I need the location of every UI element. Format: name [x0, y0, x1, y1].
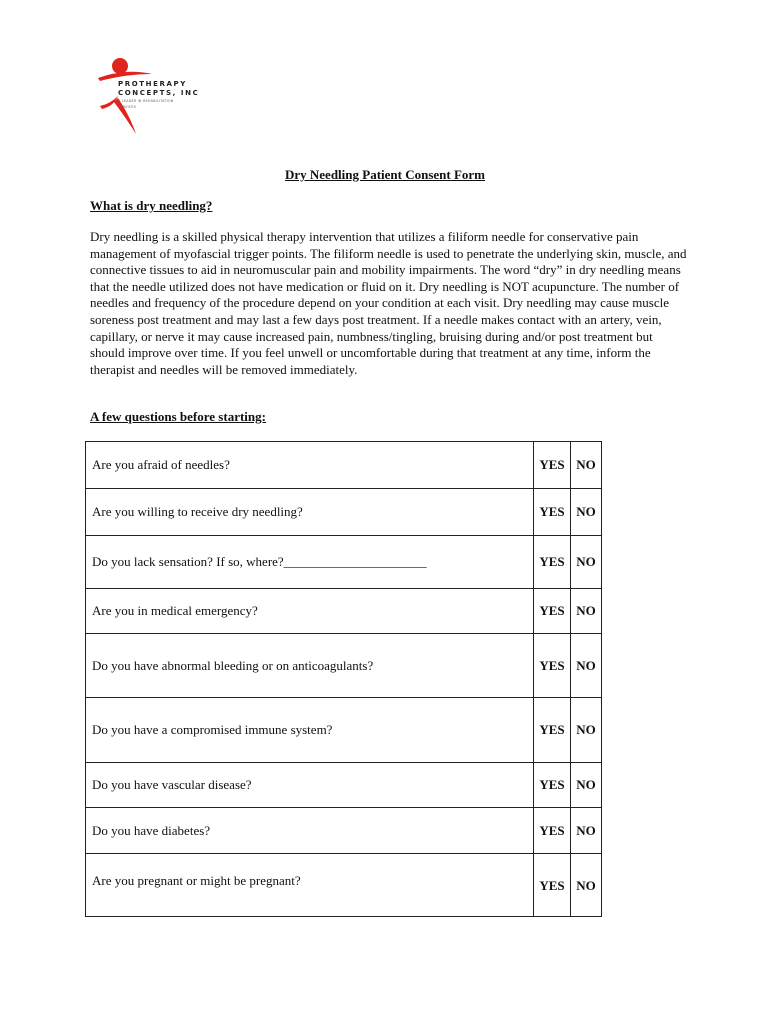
company-logo — [96, 54, 206, 139]
no-option[interactable]: NO — [571, 854, 602, 917]
table-row — [86, 536, 602, 589]
logo-wordmark — [118, 80, 199, 110]
question-text: Are you in medical emergency? — [92, 603, 258, 618]
no-option[interactable]: NO — [571, 634, 602, 698]
question-text: Do you have diabetes? — [92, 822, 211, 838]
question-text: Are you willing to receive dry needling? — [92, 504, 303, 519]
no-option[interactable]: NO — [571, 536, 602, 589]
table-row — [86, 589, 602, 634]
logo-tagline-2: SERVICES — [118, 105, 137, 109]
question-cell — [86, 589, 534, 634]
logo-line2: CONCEPTS, INC — [118, 89, 200, 97]
yes-option[interactable]: YES — [534, 763, 571, 808]
no-option[interactable]: NO — [571, 442, 602, 489]
yes-option[interactable]: YES — [534, 536, 571, 589]
questions-heading: A few questions before starting: — [90, 409, 266, 424]
yes-option[interactable]: YES — [534, 854, 571, 917]
question-cell — [86, 536, 534, 589]
question-cell — [86, 489, 534, 536]
question-text: Are you afraid of needles? — [92, 457, 230, 472]
yes-option[interactable]: YES — [534, 442, 571, 489]
intro-heading: What is dry needling? — [90, 198, 213, 213]
form-title: Dry Needling Patient Consent Form — [284, 167, 486, 182]
question-text: Do you have abnormal bleeding or on anticoagulants? — [92, 657, 374, 673]
no-option[interactable]: NO — [571, 489, 602, 536]
question-cell — [86, 808, 534, 854]
intro-paragraph: Dry needling is a skilled physical therapy intervention that utilizes a filiform needle for conservative pain management of myofascial trigger points. The filiform needle is used to penetrate the underlying skin, muscle, and connective tissues to aid in neuromuscular pain and mobility impairments. The word “dry” in dry needling means that the needle utilized does not have medication or fluid on it. Dry needling is NOT acupuncture. The number of needles and frequency of the procedure depend on your condition at each visit. Dry needling may cause muscle soreness post treatment and may last a few days post treatment. If a needle makes contact with an artery, vein, capillary, or nerve it may cause increased pain, numbness/tingling, bruising during and/or post treatment but should improve over time. If you feel unwell or uncomfortable during that treatment at any time, inform the therapist and needles will be removed immediately. — [90, 229, 687, 377]
table-row — [86, 489, 602, 536]
question-text: Do you lack sensation? If so, where?______________________ — [92, 554, 427, 569]
no-option[interactable]: NO — [571, 698, 602, 763]
yes-option[interactable]: YES — [534, 489, 571, 536]
questions-table — [85, 441, 602, 917]
logo-line1: PROTHERAPY — [118, 80, 187, 88]
table-row — [86, 854, 602, 917]
yes-option[interactable]: YES — [534, 808, 571, 854]
question-cell — [86, 634, 534, 698]
question-cell — [86, 442, 534, 489]
logo-tagline-1: A LEADER IN REHABILITATION — [118, 99, 174, 103]
table-row — [86, 808, 602, 854]
table-row — [86, 634, 602, 698]
question-text: Do you have a compromised immune system? — [92, 722, 333, 737]
question-text: Do you have vascular disease? — [92, 777, 252, 792]
yes-option[interactable]: YES — [534, 589, 571, 634]
no-option[interactable]: NO — [571, 763, 602, 808]
yes-option[interactable]: YES — [534, 698, 571, 763]
no-option[interactable]: NO — [571, 589, 602, 634]
yes-option[interactable]: YES — [534, 634, 571, 698]
question-cell — [86, 854, 534, 917]
table-row — [86, 442, 602, 489]
no-option[interactable]: NO — [571, 808, 602, 854]
table-row — [86, 763, 602, 808]
question-cell — [86, 698, 534, 763]
question-cell — [86, 763, 534, 808]
table-row — [86, 698, 602, 763]
question-text: Are you pregnant or might be pregnant? — [92, 873, 301, 888]
